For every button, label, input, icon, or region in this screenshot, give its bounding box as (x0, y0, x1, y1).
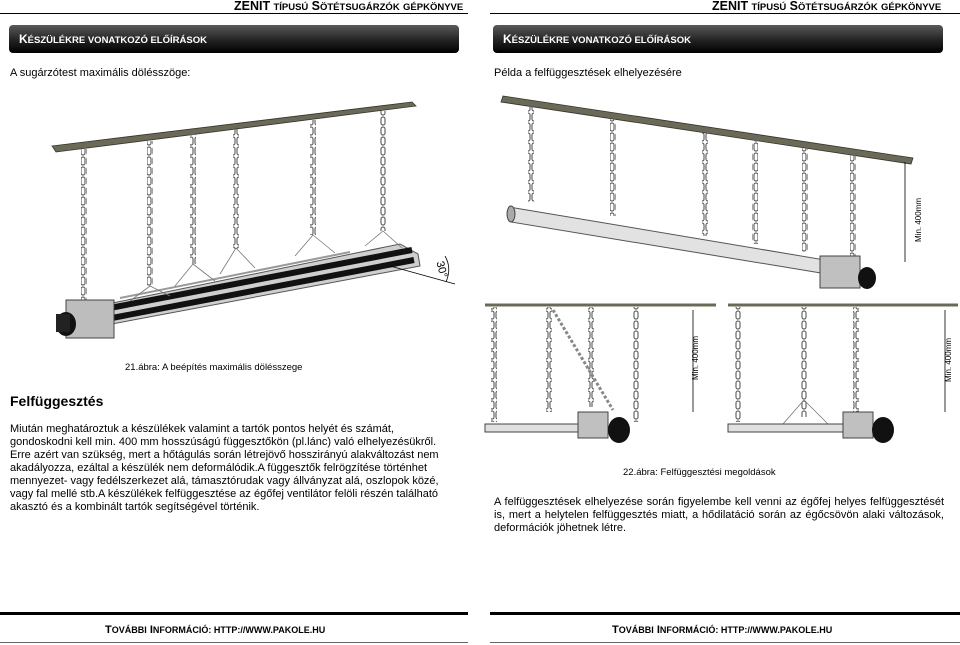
left-footer-rule (0, 612, 468, 615)
header-word: ÖTÉTSUGÁRZÓK (319, 2, 400, 13)
left-section-bar (9, 25, 459, 53)
angle-label: 30° (433, 259, 450, 280)
footer-part: T (612, 624, 619, 636)
left-footer-text (105, 624, 325, 636)
right-footer-bottom-rule (490, 642, 960, 643)
right-header-title (712, 0, 941, 13)
tilted-heater-figure (50, 96, 460, 351)
header-word: S (311, 0, 320, 13)
footer-part: OVÁBBI (618, 625, 654, 635)
burner-head (843, 412, 873, 438)
header-word: TÍPUSÚ (273, 2, 309, 13)
footer-part: I (149, 624, 153, 636)
burner-head (56, 300, 114, 338)
min-distance-label: Min. 400mm (691, 335, 700, 380)
footer-part: T (105, 624, 112, 636)
right-header-rule (490, 13, 960, 14)
diagonal-chain (553, 310, 613, 410)
header-word: ZENIT (234, 0, 271, 13)
heater-tubes (98, 244, 420, 324)
bar-text: ÉSZÜLÉKRE VONATKOZÓ ELŐÍRÁSOK (511, 35, 691, 46)
left-intro-label: A sugárzótest maximális dölésszöge: (10, 67, 191, 79)
right-intro-label: Példa a felfüggesztések elhelyezésére (494, 67, 682, 79)
footer-part: : HTTP://WWW.PAKOLE.HU (208, 625, 326, 635)
burner-head (578, 412, 608, 438)
footer-part: NFORMÁCIÓ (659, 625, 716, 635)
footer-part: OVÁBBI (111, 625, 147, 635)
right-body-paragraph: A felfüggesztések elhelyezése során figyelembe kell venni az égőfej helyes felfüggesztését is, mert a helytelen felfüggesztés miatt, a hődilatáció során az égőcsövön alaki változások, deformációk jöhetnek létre. (494, 496, 944, 534)
right-section-bar (493, 25, 943, 53)
left-header-rule (0, 13, 468, 14)
burner-fan (608, 417, 630, 443)
figure-22-caption: 22.ábra: Felfüggesztési megoldások (623, 467, 776, 478)
burner-fan (872, 417, 894, 443)
left-body-paragraph: Miután meghatároztuk a készülékek valamint a tartók pontos helyét és számát, gondoskodni kell min. 400 mm hosszúságú függesztőkön (pl.lánc) való elhelyezésükről. Erre azért van szükség, mert a hőtágulás során létrejövő hosszirányú alakváltozást nem akadályozza, ezáltal a készülék nem deformálódik.A függesztők felrögzítése történhet mennyezet- vagy fedélszerkezet alá, támasztórudak vagy állványzat alá, oszlopok közé, vagy fal mellé stb.A készülékek felfüggesztése az égőfej ventilátor felöli részén található akasztó és a kombinált tartók segítségével történik. (10, 423, 439, 513)
suspension-chains (735, 307, 859, 422)
footer-part: : HTTP://WWW.PAKOLE.HU (715, 625, 833, 635)
bar-text: ÉSZÜLÉKRE VONATKOZÓ ELŐÍRÁSOK (27, 35, 207, 46)
left-header-title (234, 0, 463, 13)
section-title: Felfüggesztés (10, 393, 104, 409)
suspension-example-figure-top (495, 92, 935, 297)
header-word: ÖTÉTSUGÁRZÓK (797, 2, 878, 13)
header-word: TÍPUSÚ (751, 2, 787, 13)
figure-21-caption: 21.ábra: A beépítés maximális dölésszege (125, 362, 303, 373)
left-footer-bottom-rule (0, 642, 468, 643)
footer-part: NFORMÁCIÓ (152, 625, 209, 635)
suspension-example-figure-bottom (483, 300, 960, 460)
header-word: ZENIT (712, 0, 749, 13)
heater-tube (485, 424, 578, 432)
min-distance-label: Min. 400mm (914, 197, 923, 242)
header-word: S (789, 0, 798, 13)
heater-tube (507, 206, 827, 274)
right-footer-text (612, 624, 832, 636)
bar-text: K (503, 32, 512, 46)
header-word: GÉPKÖNYVE (881, 2, 942, 13)
header-word: GÉPKÖNYVE (403, 2, 464, 13)
right-footer-rule (490, 612, 960, 615)
min-distance-label: Min. 400mm (944, 337, 953, 382)
heater-tube (728, 424, 843, 432)
suspension-chains (491, 307, 639, 422)
bar-text: K (19, 32, 28, 46)
burner-head (820, 256, 876, 289)
footer-part: I (656, 624, 660, 636)
